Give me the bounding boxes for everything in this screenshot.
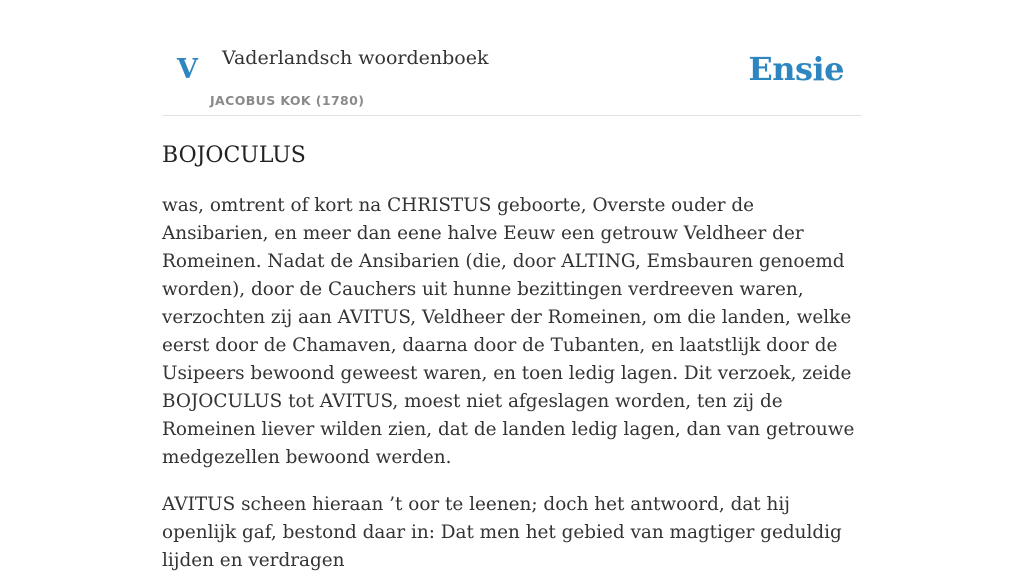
page (162, 0, 862, 575)
book-header (162, 0, 862, 116)
entry-title: BOJOCULUS (162, 143, 306, 168)
entry-body (162, 192, 862, 575)
book-title-link[interactable]: Vaderlandsch woordenboek (222, 47, 489, 69)
book-author: JACOBUS KOK (1780) (210, 93, 365, 108)
ensie-logo-link[interactable]: Ensie (748, 50, 844, 88)
entry-paragraph: was, omtrent of kort na CHRISTUS geboorte, Overste ouder de Ansibarien, en meer dan eene halve Eeuw een getrouw Veldheer der Romeinen. Nadat de Ansibarien (die, door ALTING, Emsbauren genoemd worden), door de Cauchers uit hunne bezittingen verdreeven waren, verzochten zij aan AVITUS, Veldheer der Romeinen, om die landen, welke eerst door de Chamaven, daarna door de Tubanten, en laatstlijk door de Usipeers bewoond geweest waren, en toen ledig lagen. Dit verzoek, zeide BOJOCULUS tot AVITUS, moest niet afgeslagen worden, ten zij de Romeinen liever wilden zien, dat de landen ledig lagen, dan van getrouwe medgezellen bewoond werden. (162, 195, 855, 468)
entry-paragraph: AVITUS scheen hieraan ’t oor te leenen; doch het antwoord, dat hij openlijk gaf, bestond daar in: Dat men het gebied van magtiger geduldig lijden en verdragen (162, 494, 842, 571)
book-letter-icon[interactable]: V (177, 54, 198, 85)
